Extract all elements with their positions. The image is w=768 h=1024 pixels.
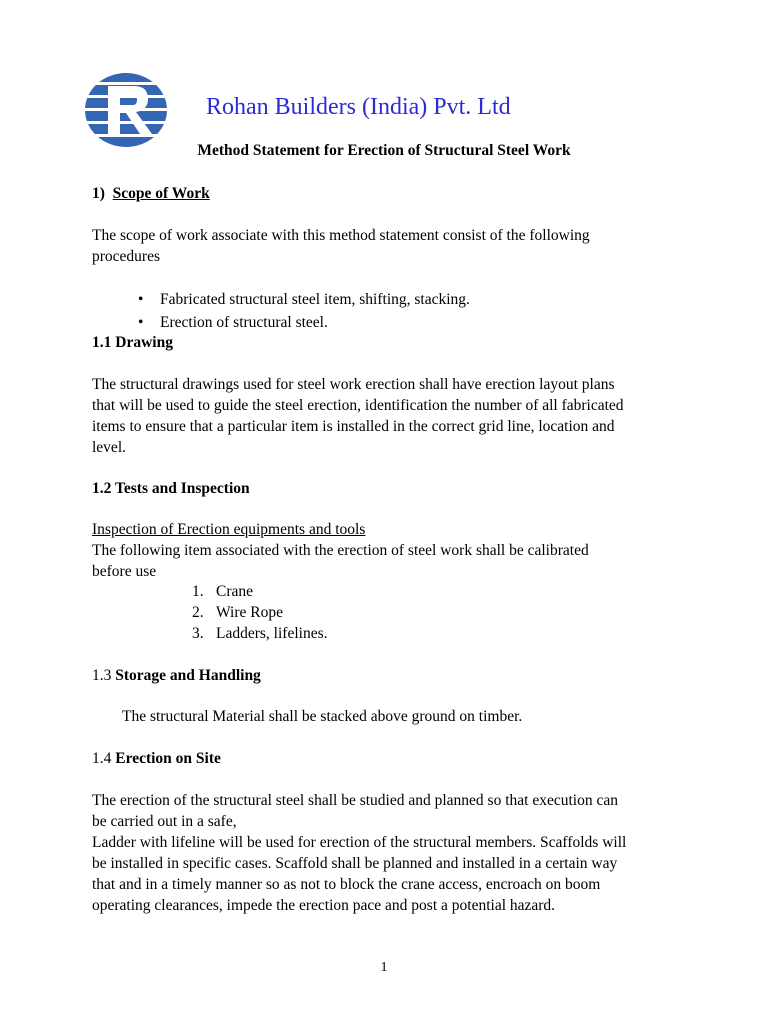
tests-list-item: 1. Crane: [192, 583, 254, 600]
tests-heading: 1.2 Tests and Inspection: [92, 480, 250, 497]
drawing-heading: 1.1 Drawing: [92, 334, 173, 351]
erection-heading: [92, 748, 221, 769]
bullet-dot-icon: •: [138, 314, 144, 331]
scope-number: 1): [92, 185, 105, 202]
tests-line: before use: [92, 563, 157, 580]
storage-text: The structural Material shall be stacked above ground on timber.: [122, 708, 523, 725]
tests-subheading: Inspection of Erection equipments and tools: [92, 521, 366, 538]
erection-line: be carried out in a safe,: [92, 813, 237, 830]
drawing-line: level.: [92, 439, 126, 456]
page-number: 1: [380, 960, 388, 975]
drawing-line: The structural drawings used for steel work erection shall have erection layout plans: [92, 376, 615, 393]
scope-line: procedures: [92, 248, 160, 265]
erection-number: 1.4: [92, 750, 112, 767]
storage-heading: [92, 665, 261, 686]
scope-paragraph: [92, 225, 712, 267]
erection-line: that and in a timely manner so as not to block the crane access, encroach on boom: [92, 876, 601, 893]
rohan-r-logo-icon: [84, 72, 168, 148]
erection-title: Erection on Site: [115, 750, 221, 767]
scope-title: Scope of Work: [112, 185, 210, 202]
erection-line: be installed in specific cases. Scaffold shall be planned and installed in a certain way: [92, 855, 618, 872]
drawing-line: that will be used to guide the steel erection, identification the number of all fabricated: [92, 397, 624, 414]
bullet-dot-icon: •: [138, 291, 144, 308]
tests-line: The following item associated with the erection of steel work shall be calibrated: [92, 542, 589, 559]
drawing-line: items to ensure that a particular item is installed in the correct grid line, location and: [92, 418, 615, 435]
scope-heading: [92, 183, 210, 204]
tests-paragraph: [92, 540, 712, 582]
erection-line: The erection of the structural steel shall be studied and planned so that execution can: [92, 792, 618, 809]
company-name: Rohan Builders (India) Pvt. Ltd: [206, 94, 511, 120]
tests-list-item: 2. Wire Rope: [192, 604, 283, 621]
drawing-paragraph: [92, 374, 712, 458]
storage-number: 1.3: [92, 667, 112, 684]
erection-paragraph: [92, 790, 712, 916]
storage-title: Storage and Handling: [115, 667, 261, 684]
document-title: Method Statement for Erection of Structural Steel Work: [197, 142, 571, 159]
scope-line: The scope of work associate with this method statement consist of the following: [92, 227, 590, 244]
erection-line: Ladder with lifeline will be used for erection of the structural members. Scaffolds will: [92, 834, 627, 851]
tests-list-item: 3. Ladders, lifelines.: [192, 625, 328, 642]
scope-bullet: • Fabricated structural steel item, shifting, stacking.: [138, 291, 470, 308]
erection-line: operating clearances, impede the erection pace and post a potential hazard.: [92, 897, 556, 914]
scope-bullet: • Erection of structural steel.: [138, 314, 328, 331]
